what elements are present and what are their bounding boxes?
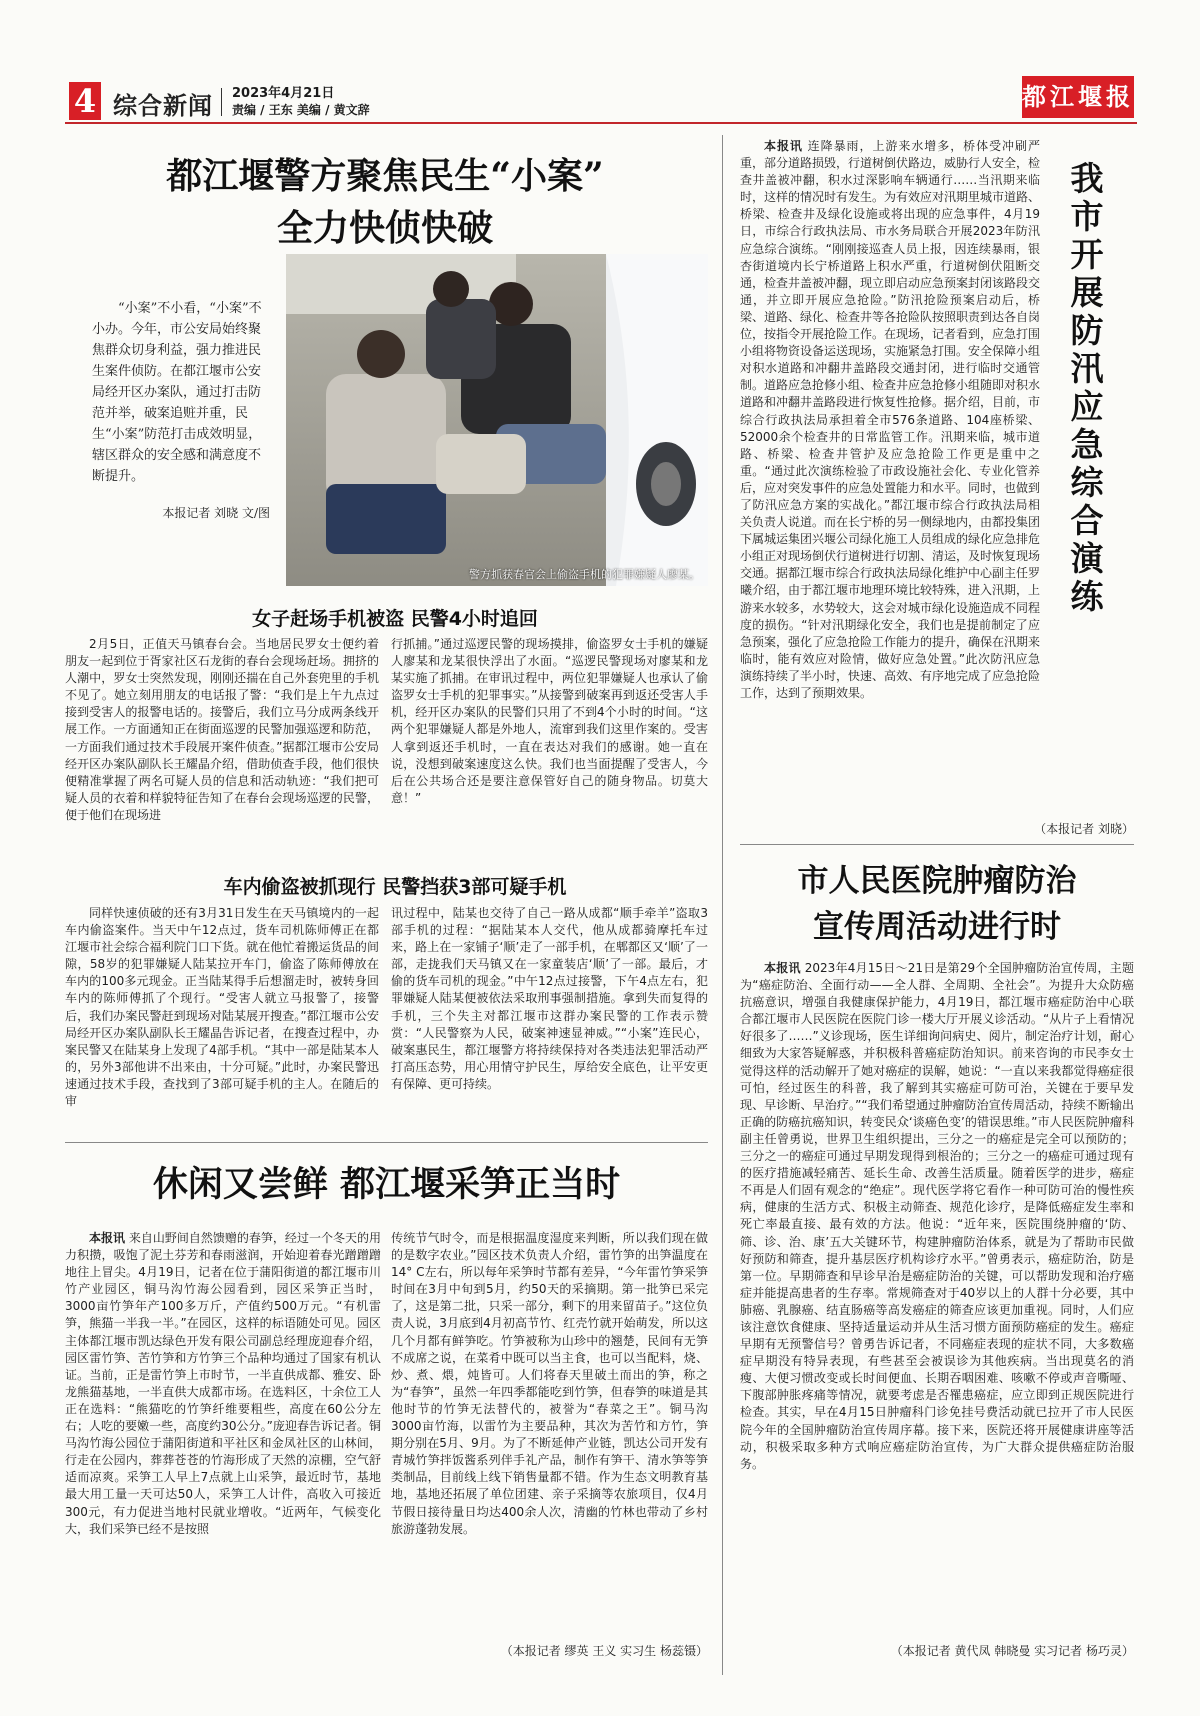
page-number: 4	[69, 82, 101, 120]
header-rule	[65, 122, 1137, 124]
header-separator	[221, 88, 222, 116]
newspaper-masthead: 都江堰报	[1022, 76, 1134, 118]
article2-col2: 传统节气时令，而是根据温度湿度来判断，所以我们现在做的是数字农业。”园区技术负责人介绍，雷竹笋的出笋温度在14° C左右，所以每年采笋时节都有差异，“今年雷竹笋采笋时间在3月中旬到5月，约50天的采摘期。第一批笋已采完了，这是第二批，只采一部分，剩下的用来留苗子。”这位负责人说，3月底到4月初高节竹、红壳竹就开始萌发，所以这几个月都有鲜笋吃。竹笋被称为山珍中的翘楚，民间有无笋不成席之说，在菜肴中既可以当主食，也可以当配料，烧、炒、煮、煨，炖皆可。人们将春天里破土而出的笋，称之为“春笋”，虽然一年四季都能吃到竹笋，但春笋的味道是其他时节的竹笋无法替代的，被誉为“春菜之王”。铜马沟3000亩竹海，以雷竹为主要品种，其次为苦竹和方竹，笋期分别在5月、9月。为了不断延伸产业链，凯达公司开发有青城竹笋拌饭酱系列伴手礼产品，制作有笋干、清水笋等笋类制品，目前线上线下销售量都不错。作为生态文明教育基地，基地还拓展了单位团建、亲子采摘等农旅项目，仅4月节假日接待量日均达400余人次，清幽的竹林也带动了乡村旅游蓬勃发展。	[391, 1231, 708, 1536]
article4-headline	[740, 858, 1134, 950]
photo-caption: 警方抓获春官会上偷盗手机的犯罪嫌疑人廖某。	[469, 568, 700, 581]
article1-headline-line1: 都江堰警方聚焦民生“小案”	[166, 155, 604, 197]
article1-headline	[100, 150, 670, 254]
article3-intro: 本报讯	[764, 139, 803, 153]
section-divider	[65, 1142, 708, 1143]
article4-body: 本报讯 2023年4月15日～21日是第29个全国肿瘤防治宣传周，主题为“癌症防治、全面行动——全人群、全周期、全社会”。为提升大众防癌抗癌意识，增强自我健康保护能力，4月19日，都江堰市癌症防治中心联合都江堰市人民医院在医院门诊一楼大厅开展义诊活动。“从片子上看情况好很多了……”义诊现场，医生详细询问病史、阅片，制定治疗计划，耐心细致为大家答疑解惑，并积极科普癌症防治知识。前来咨询的市民李女士觉得这样的活动解开了她对癌症的误解，她说：“一直以来我都觉得癌症很可怕，经过医生的科普，我了解到其实癌症可防可治，关键在于要早发现、早诊断、早治疗。”“我们希望通过肿瘤防治宣传周活动，持续不断输出正确的防癌抗癌知识，转变民众‘谈癌色变’的错误思维。”市人民医院肿瘤科副主任曾勇说，世界卫生组织提出，三分之一的癌症是完全可以预防的；三分之一的癌症可通过早期发现得到根治的；三分之一的癌症可通过现有的医疗措施减轻痛苦、延长生命、改善生活质量。随着医学的进步，癌症不再是人们固有观念的“绝症”。现代医学将它看作一种可防可治的慢性疾病，健康的生活方式、积极主动筛查、规范化诊疗，是降低癌症发生率和死亡率最直接、最有效的方法。他说：“近年来，医院围绕肿瘤的‘防、筛、诊、治、康’五大关键环节，构建肿瘤防治体系，就是为了帮助市民做好预防和筛查，提升基层医疗机构诊疗水平。”曾勇表示，癌症防治，防是第一位。早期筛查和早诊早治是癌症防治的关键，可以帮助发现和治疗癌症并能提高患者的生存率。常规筛查对于40岁以上的人群十分必要，其中肺癌、乳腺癌、结直肠癌等高发癌症的筛查应该更加重视。同时，人们应该注意饮食健康、坚持适量运动并从生活习惯方面预防癌症的发生。癌症早期有无预警信号？曾勇告诉记者，不同癌症表现的症状不同，大多数癌症早期没有特异表现，有些甚至会被误诊为其他疾病。当出现莫名的消瘦、大便习惯改变或长时间便血、长期吞咽困难、咳嗽不停或声音嘶哑、下腹部肿胀疼痛等情况，就要考虑是否罹患癌症，应立即到正规医院进行检查。其实，早在4月15日肿瘤科门诊免挂号费活动就已拉开了市人民医院今年的全国肿瘤防治宣传周序幕。接下来，医院还将开展健康讲座等活动，积极采取多种方式响应癌症防治宣传，为广大群众提供癌症防治服务。	[740, 961, 1134, 1471]
editors: 责编 / 王东 美编 / 黄文辞	[232, 103, 370, 117]
article1-sub2-col2: 讯过程中，陆某也交待了自己一路从成都“顺手牵羊”盗取3部手机的过程：“据陆某本人交代，他从成都骑摩托车过来，路上在一家铺子‘顺’走了一部手机，在郫都区又‘顺’了一部，走拢我们天马镇又在一家童装店‘顺’了一部。最后，才偷的货车司机的现金。”中午12点过接警，下午4点左右，犯罪嫌疑人陆某便被依法采取刑事强制措施。拿到失而复得的手机，三个失主对都江堰市这群办案民警的工作表示赞赏：“人民警察为人民，破案神速显神威。”“小案”连民心，破案惠民生，都江堰警方将持续保持对各类违法犯罪活动严打高压态势，用心用情守护民生，厚给安全底色，让平安更有保障、更可持续。	[391, 906, 708, 1091]
article1-headline-line2: 全力快侦快破	[276, 207, 493, 249]
article4-headline-line1: 市人民医院肿瘤防治	[797, 863, 1077, 899]
article2-byline: （本报记者 缪英 王义 实习生 杨蕊镊）	[500, 1644, 708, 1658]
article1-subhead-2: 车内偷盗被抓现行 民警挡获3部可疑手机	[223, 876, 567, 898]
article4-byline: （本报记者 黄代凤 韩晓曼 实习记者 杨巧灵）	[890, 1644, 1134, 1658]
article3-headline-vertical: 我市开展防汛应急综合演练	[1070, 159, 1104, 616]
article1-lead: “小案”不小看，“小案”不小办。今年，市公安局始终聚焦群众切身利益，强力推进民生案件侦防。在都江堰市公安局经开区办案队，通过打击防范并举，破案追赃并重，民生“小案”防范打击成效明显，辖区群众的安全感和满意度不断提升。	[92, 301, 262, 484]
article1-sub1-col1: 2月5日，正值天马镇春台会。当地居民罗女士便约着朋友一起到位于胥家社区石龙街的春台会现场赶场。拥挤的人潮中，罗女士突然发现，刚刚还揣在自己外套兜里的手机不见了。她立刻用朋友的电话报了警：“我们是上午九点过接到受害人的报警电话的。接警后，我们立马分成两条线开展工作。一方面通知正在街面巡逻的民警加强巡逻和防范，一方面我们通过技术手段展开案件侦查。”据都江堰市公安局经开区办案队副队长王耀晶介绍，借助侦查手段，他们很快便精准掌握了两名可疑人员的信息和活动轨迹：“我们把可疑人员的衣着和样貌特征告知了在春台会现场巡逻的民警，便于他们在现场进	[65, 637, 379, 822]
article3-byline: （本报记者 刘晓）	[1034, 822, 1134, 836]
article2-intro: 本报讯	[89, 1231, 126, 1245]
section-name: 综合新闻	[113, 92, 213, 120]
article1-sub2-col1: 同样快速侦破的还有3月31日发生在天马镇境内的一起车内偷盗案件。当天中午12点过，货车司机陈师傅正在都江堰市社会综合福利院门口下货。就在他忙着搬运货品的间隙，58岁的犯罪嫌疑人陆某拉开车门，偷盗了陈师傅放在车内的100多元现金。正当陆某得手后想溜走时，被转身回车内的陈师傅抓了个现行。“受害人就立马报警了，接警后，我们办案民警赶到现场对陆某展开搜查。”都江堰市公安局经开区办案队副队长王耀晶告诉记者，在搜查过程中，办案民警又在陆某身上发现了4部手机。“其中一部是陆某本人的，另外3部他讲不出来由，十分可疑。”此时，办案民警迅速通过技术手段，查找到了3部可疑手机的主人。在随后的审	[65, 906, 379, 1109]
article2-col1: 本报讯 来自山野间自然馈赠的春笋，经过一个冬天的用力积攒，吸饱了泥土芬芳和春雨滋润，开始迎着春光蹭蹭蹭地往上冒尖。4月19日，记者在位于蒲阳街道的都江堰市川竹产业园区，铜马沟竹海公园看到，园区采笋正当时，3000亩竹笋年产100多万斤，产值约500万元。“有机雷笋，熊猫一半我一半。”在园区，这样的标语随处可见。园区主体都江堰市凯达绿色开发有限公司副总经理庞迎春介绍，园区雷竹笋、苦竹笋和方竹笋三个品种均通过了国家有机认证。当前，正是雷竹笋上市时节，一半直供成都、雅安、卧龙熊猫基地，一半直供大成都市场。在选料区，十余位工人正在选料：“熊猫吃的竹笋纤维要粗些，高度在60公分左右；人吃的要嫩一些，高度约30公分。”庞迎春告诉记者。铜马沟竹海公园位于蒲阳街道和平社区和金凤社区的山林间，行走在公园内，葬葬苍苍的竹海形成了天然的凉棚，空气舒适而凉爽。采笋工人早上7点就上山采笋，最近时节，基地最大用工量一天可达50人，采笋工人计件，高收入可接近300元，有力促进当地村民就业增收。“近两年，气候变化大，我们采笋已经不是按照	[65, 1231, 381, 1536]
police-arrest-photo	[286, 254, 708, 586]
article1-sub1-col2: 行抓捕。”通过巡逻民警的现场摸排，偷盗罗女士手机的嫌疑人廖某和龙某很快浮出了水面。“巡逻民警现场对廖某和龙某实施了抓捕。在审讯过程中，两位犯罪嫌疑人也承认了偷盗罗女士手机的犯罪事实。”从接警到破案再到返还受害人手机，经开区办案队的民警们只用了不到4个小时的时间。“这两个犯罪嫌疑人都是外地人，流窜到我们这里作案的。受害人拿到返还手机时，一直在表达对我们的感谢。她一直在说，没想到破案速度这么快。我们也当面提醒了受害人，今后在公共场合还是要注意保管好自己的随身物品。切莫大意！”	[391, 637, 708, 805]
article4-headline-line2: 宣传周活动进行时	[813, 909, 1061, 945]
article1-byline: 本报记者 刘晓 文/图	[162, 506, 270, 520]
article1-subhead-1: 女子赶场手机被盗 民警4小时追回	[252, 608, 538, 630]
article4-intro: 本报讯	[764, 961, 801, 975]
article3-body: 本报讯 连降暴雨，上游来水增多，桥体受冲刷严重，部分道路损毁，行道树倒伏路边，威胁行人安全，检查井盖被冲翻，积水过深影响车辆通行……当汛期来临时，这样的情况时有发生。为有效应对汛期里城市道路、桥梁、检查井及绿化设施或将出现的应急事件，4月19日，市综合行政执法局、市水务局联合开展2023年防汛应急综合演练。“刚刚接巡查人员上报，因连续暴雨，银杏街道境内长宁桥道路上积水严重，行道树倒伏阻断交通，检查井盖被冲翻，现立即启动应急预案封闭该路段交通，并立即开展应急抢险。”防汛抢险预案启动后，桥梁、道路、绿化、检查井等各抢险队按照职责到达各自岗位，按指令开展抢险工作。在现场，记者看到，应急打围小组将物资设备运送现场，实施紧急打围。安全保障小组对积水道路和冲翻井盖路段交通封闭，进行临时交通管制。道路应急抢修小组、检查井应急抢修小组随即对积水道路和冲翻井盖路段进行恢复性抢修。据介绍，目前，市综合行政执法局承担着全市576条道路、104座桥梁、52000余个检查井的日常监管工作。汛期来临，城市道路、桥梁、检查井管护及应急抢险工作更是重中之重。“通过此次演练检验了市政设施社会化、专业化管养后，应对突发事件的应急处置能力和水平。同时，也做到了防汛应急方案的实战化。”都江堰市综合行政执法局相关负责人说道。而在长宁桥的另一侧绿地内，由都投集团下属城运集团兴堰公司绿化施工人员组成的绿化应急排危小组正对现场倒伏行道树进行切割、清运，及时恢复现场交通。据都江堰市综合行政执法局绿化维护中心副主任罗曦介绍，由于都江堰市地理环境比较特殊，进入汛期，上游来水较多，水势较大，这会对城市绿化设施造成不同程度的损伤。“针对汛期绿化安全，我们也是提前制定了应急预案，强化了应急抢险工作能力的提升，确保在汛期来临时，能有效应对险情，做好应急处置。”此次防汛应急演练持续了半小时，快速、高效、有序地完成了应急抢险工作，达到了预期效果。	[740, 139, 1041, 700]
issue-date: 2023年4月21日	[232, 86, 335, 101]
column-divider	[722, 135, 723, 1675]
section-divider-right	[740, 844, 1134, 845]
article2-headline: 休闲又尝鲜 都江堰采笋正当时	[152, 1164, 621, 1205]
